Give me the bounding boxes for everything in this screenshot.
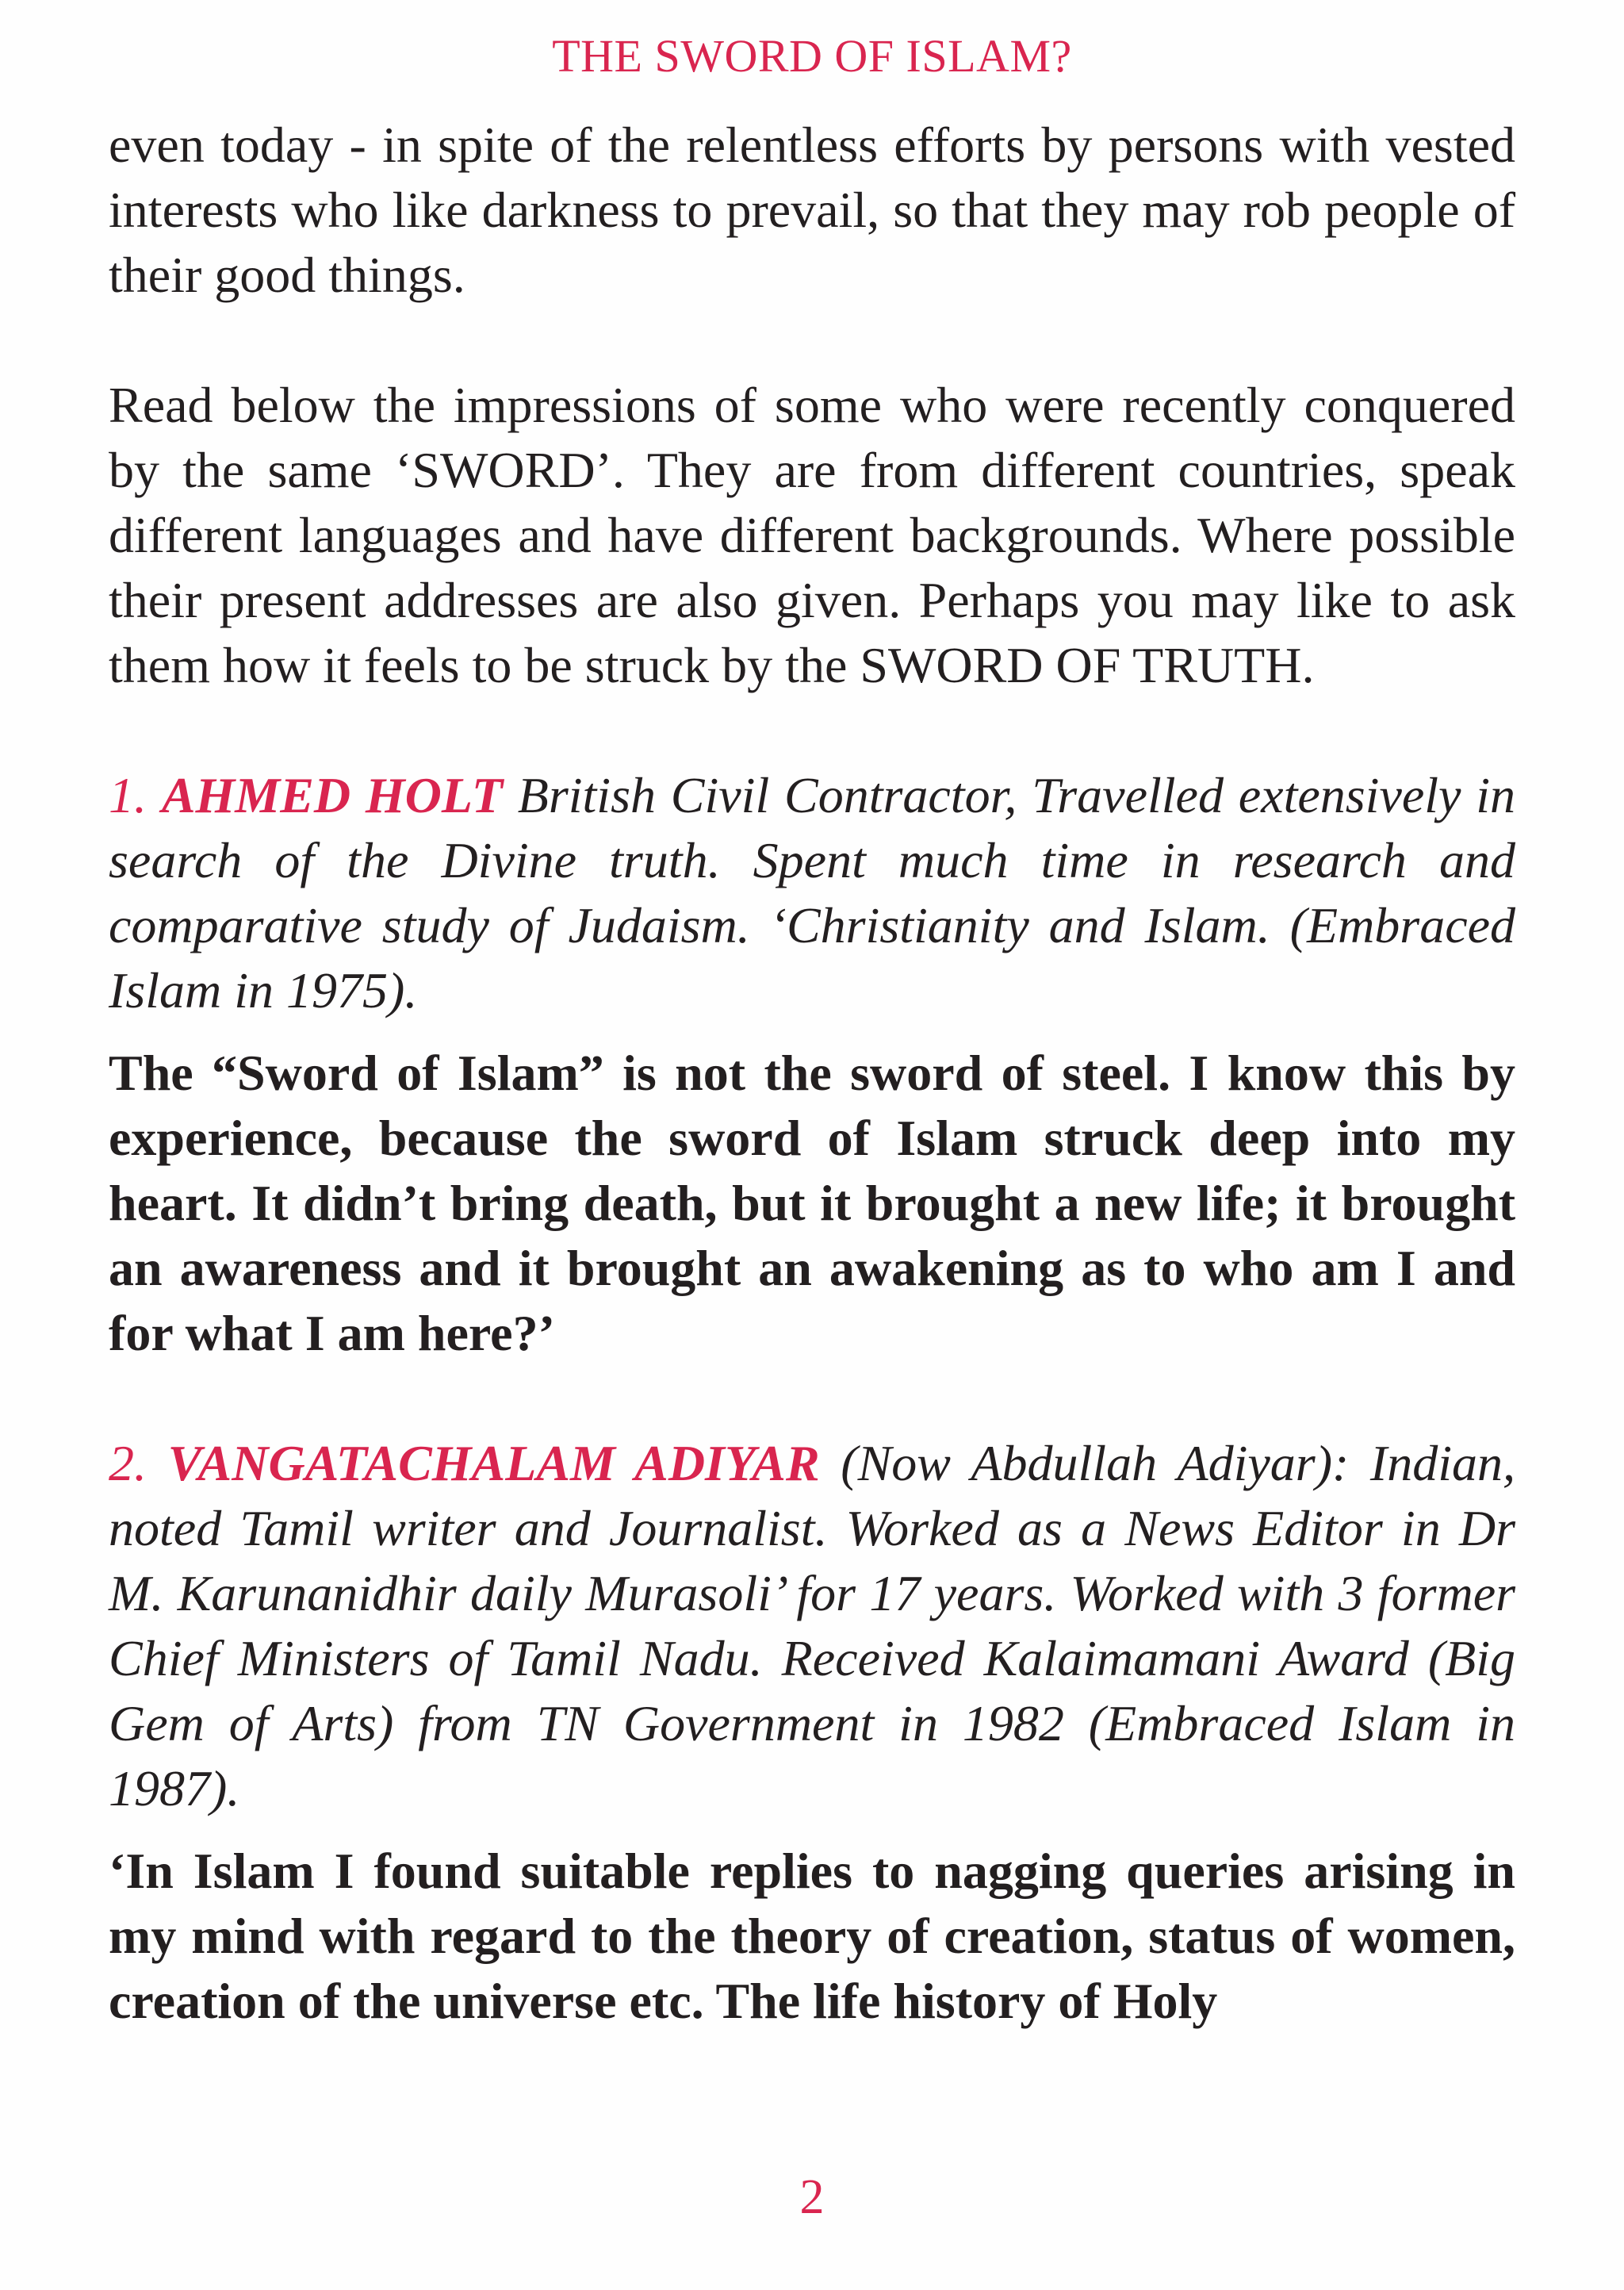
body-text: [109, 113, 1515, 2034]
entry-description: British Civil Contractor, Travelled extensively in search of the Divine truth. Spent much time in research and comparative study of Judaism. ‘Christianity and Islam. (Embraced Islam in 1975).: [109, 767, 1516, 1018]
entry-description: (Now Abdullah Adiyar): Indian, noted Tamil writer and Journalist. Worked as a News Editor in Dr M. Karunanidhir daily Murasoli’ for 17 years. Worked with 3 former Chief Ministers of Tamil Nadu. Received Kalaimamani Award (Big Gem of Arts) from TN Government in 1982 (Embraced Islam in 1987).: [109, 1435, 1516, 1816]
entry-name: VANGATACHALAM ADIYAR: [167, 1435, 820, 1491]
entry-heading: [109, 763, 1515, 1023]
entry-quote: ‘In Islam I found suitable replies to nagging queries arising in my mind with regard to the theory of creation, status of women, creation of the universe etc. The life history of Holy: [109, 1843, 1515, 2029]
entry-number: 1.: [109, 767, 147, 823]
continuation-paragraph: even today - in spite of the relentless efforts by persons with vested interests who like darkness to prevail, so that they may rob people of their good things.: [109, 117, 1515, 303]
intro-paragraph: Read below the impressions of some who were recently conquered by the same ‘SWORD’. They are from different countries, speak different languages and have different backgrounds. Where possible their present addresses are also given. Perhaps you may like to ask them how it feels to be struck by the SWORD OF TRUTH.: [109, 377, 1515, 693]
page-number: 2: [799, 2170, 825, 2224]
entry-quote: The “Sword of Islam” is not the sword of steel. I know this by experience, because the sword of Islam struck deep into my heart. It didn’t bring death, but it brought a new life; it brought an awareness and it brought an awakening as to who am I and for what I am here?’: [109, 1045, 1515, 1361]
entry-name: AHMED HOLT: [161, 767, 503, 823]
running-head: THE SWORD OF ISLAM?: [552, 30, 1072, 82]
entry-number: 2.: [109, 1435, 147, 1491]
entry-heading: [109, 1431, 1515, 1821]
